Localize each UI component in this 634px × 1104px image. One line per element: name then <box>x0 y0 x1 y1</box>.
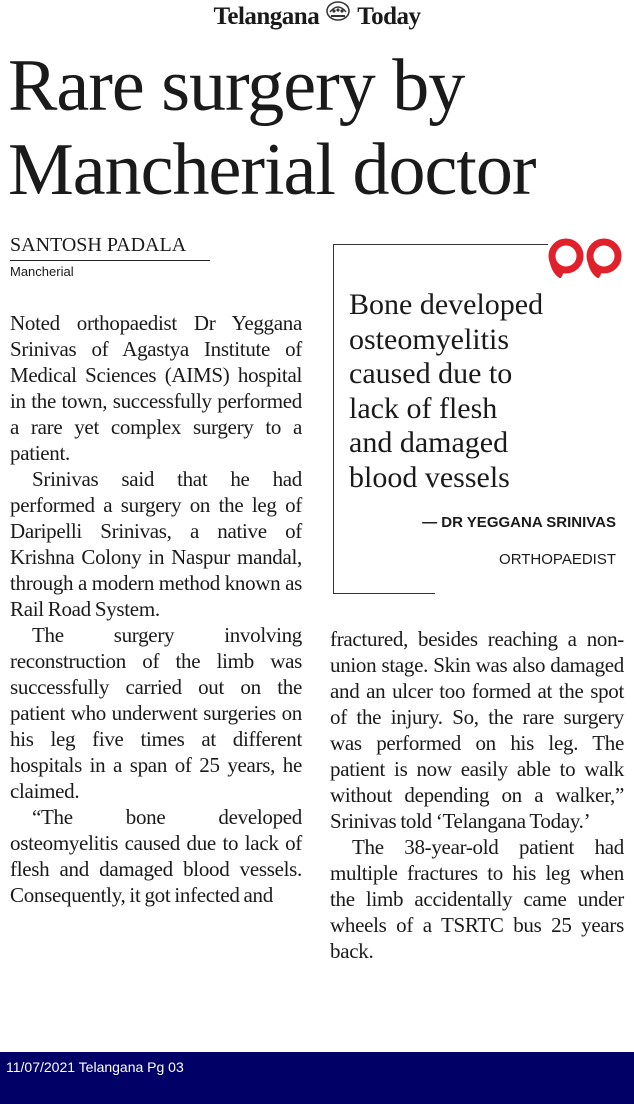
masthead <box>0 0 634 34</box>
pull-quote-line: osteomyelitis <box>349 322 509 356</box>
paragraph: Noted orthopaedist Dr Yeggana Srinivas of Agastya Institute of Medical Sciences (AIMS) hospital in the town, successfully performed a rare yet complex surgery to a patient. <box>10 311 302 465</box>
paragraph: Srinivas said that he had performed a surgery on the leg of Daripelli Srinivas, a native of Krishna Colony in Naspur mandal, through a modern method known as Rail Road System. <box>10 467 302 621</box>
article-column-left <box>10 310 302 908</box>
paragraph: fractured, besides reaching a non-union stage. Skin was also damaged and an ulcer too formed at the spot of the injury. So, the rare surgery was performed on his leg. The patient is now easily able to walk without depending on a walker,” Srinivas told ‘Telangana Today.’ <box>330 627 624 833</box>
paragraph: The surgery involving reconstruction of the limb was successfully carried out on the patient who underwent surgeries on his leg five times at different hospitals in a span of 25 years, he claimed. <box>10 623 302 803</box>
dateline: Mancherial <box>10 264 74 279</box>
emblem-icon <box>325 0 351 32</box>
footer-bar <box>0 1052 634 1104</box>
pull-quote-role: ORTHOPAEDIST <box>499 551 616 568</box>
pull-quote-line: blood vessels <box>349 460 510 494</box>
paragraph: The 38-year-old patient had multiple fractures to his leg when the limb accidentally came under wheels of a TSRTC bus 25 years back. <box>330 835 624 963</box>
footer-text: 11/07/2021 Telangana Pg 03 <box>6 1059 184 1075</box>
pull-quote-rule-top <box>333 244 548 245</box>
pull-quote-line: and damaged <box>349 426 509 459</box>
headline <box>8 44 628 212</box>
pull-quote-line: Bone developed <box>349 288 544 321</box>
masthead-left: Telangana <box>213 3 320 30</box>
quote-marks-icon <box>546 236 626 283</box>
headline-line-2: Mancherial doctor <box>8 129 536 211</box>
pull-quote-rule-left <box>333 244 334 593</box>
masthead-right: Today <box>357 3 421 30</box>
pull-quote-text <box>349 288 619 495</box>
pull-quote-line: caused due to <box>349 357 513 390</box>
headline-line-1: Rare surgery by <box>8 45 465 127</box>
paragraph: “The bone developed osteomyelitis caused due to lack of flesh and damaged blood vessels. Consequently, it got infected and <box>10 805 302 907</box>
article-column-right <box>330 626 624 964</box>
byline: SANTOSH PADALA <box>10 232 210 261</box>
pull-quote-line: lack of flesh <box>349 391 498 425</box>
pull-quote-rule-bottom <box>333 593 435 594</box>
pull-quote-attribution: — DR YEGGANA SRINIVAS <box>422 514 616 531</box>
